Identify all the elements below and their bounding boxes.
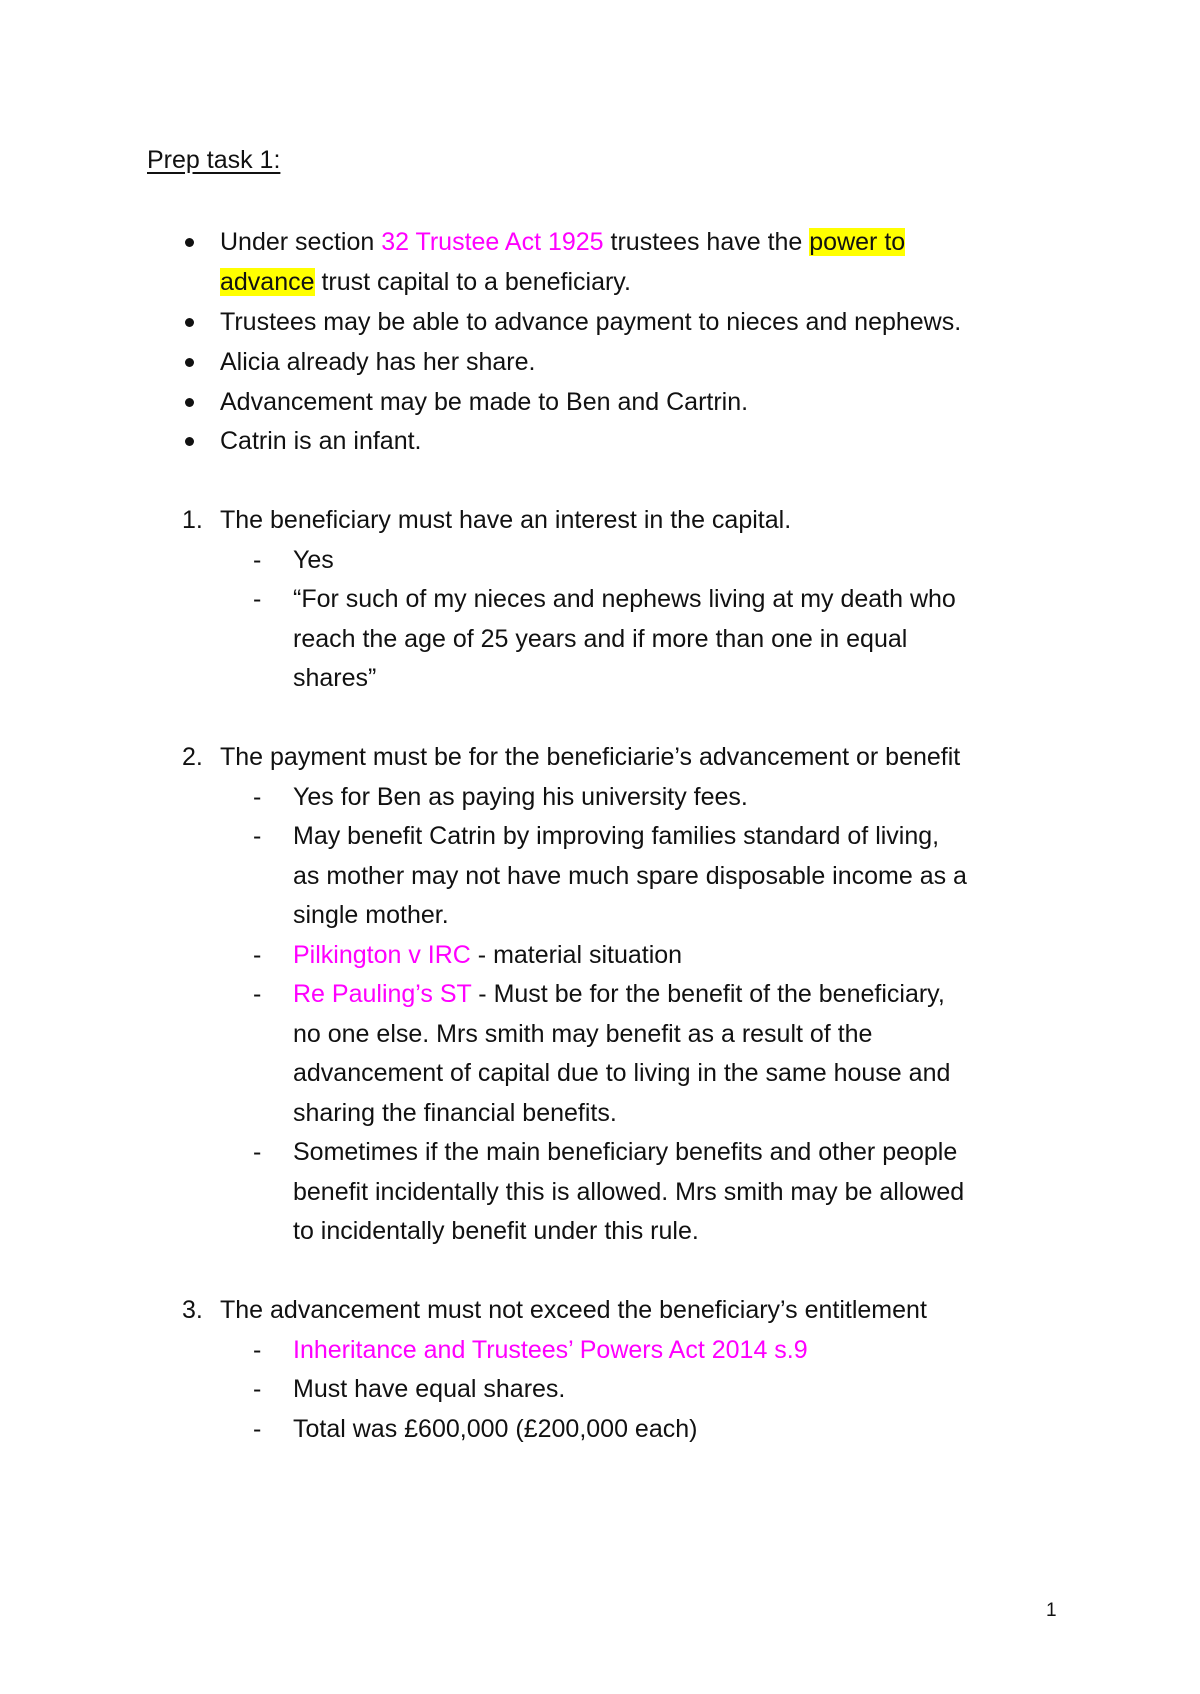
sub-item	[293, 974, 945, 1014]
sub-item-cont: benefit incidentally this is allowed. Mrs smith may be allowed	[293, 1178, 965, 1206]
sub-item	[293, 935, 682, 975]
sub-item-cont: as mother may not have much spare disposable income as a	[293, 862, 967, 890]
dash-marker: -	[253, 1375, 262, 1403]
case-reference: Pilkington v IRC	[293, 941, 471, 969]
sub-item-cont: to incidentally benefit under this rule.	[293, 1217, 699, 1245]
point-heading: The beneficiary must have an interest in the capital.	[220, 506, 792, 534]
dash-marker: -	[253, 1138, 262, 1166]
dash-marker: -	[253, 980, 262, 1008]
sub-item: Yes for Ben as paying his university fees.	[293, 783, 748, 811]
dash-marker: -	[253, 546, 262, 574]
bullet-icon	[185, 437, 194, 446]
sub-item-text: - Must be for the benefit of the beneficiary,	[471, 980, 945, 1008]
page-title: Prep task 1:	[147, 146, 281, 174]
bullet-text: trustees have the	[603, 228, 810, 256]
list-number: 1.	[182, 506, 203, 534]
sub-item-cont: no one else. Mrs smith may benefit as a result of the	[293, 1020, 873, 1048]
point-heading: The advancement must not exceed the beneficiary’s entitlement	[220, 1296, 927, 1324]
dash-marker: -	[253, 585, 262, 613]
sub-item: Total was £600,000 (£200,000 each)	[293, 1415, 698, 1443]
sub-item-cont: sharing the financial benefits.	[293, 1099, 617, 1127]
dash-marker: -	[253, 822, 262, 850]
case-reference: Re Pauling’s ST	[293, 980, 472, 1008]
statute-reference: 32 Trustee Act 1925	[381, 228, 604, 256]
bullet-icon	[185, 318, 194, 327]
sub-item-cont: reach the age of 25 years and if more than one in equal	[293, 625, 908, 653]
sub-item: “For such of my nieces and nephews living at my death who	[293, 585, 956, 613]
list-number: 2.	[182, 743, 203, 771]
list-number: 3.	[182, 1296, 203, 1324]
sub-item: Must have equal shares.	[293, 1375, 566, 1403]
sub-item: May benefit Catrin by improving families standard of living,	[293, 822, 940, 850]
sub-item-cont: single mother.	[293, 901, 449, 929]
page-number: 1	[1046, 1600, 1057, 1621]
bullet-icon	[185, 358, 194, 367]
sub-item: Sometimes if the main beneficiary benefits and other people	[293, 1138, 958, 1166]
sub-item-text: - material situation	[470, 941, 683, 969]
bullet-item-4: Advancement may be made to Ben and Cartrin.	[220, 388, 749, 416]
sub-item: Yes	[293, 546, 334, 574]
dash-marker: -	[253, 1336, 262, 1364]
highlighted-text: advance	[220, 268, 315, 296]
bullet-item-2: Trustees may be able to advance payment to nieces and nephews.	[220, 308, 962, 336]
dash-marker: -	[253, 1415, 262, 1443]
bullet-icon	[185, 238, 194, 247]
dash-marker: -	[253, 941, 262, 969]
bullet-item-1	[220, 222, 905, 262]
highlighted-text: power to	[809, 228, 906, 256]
dash-marker: -	[253, 783, 262, 811]
sub-item-cont: shares”	[293, 664, 377, 692]
bullet-item-3: Alicia already has her share.	[220, 348, 536, 376]
bullet-item-1-cont	[220, 262, 631, 302]
bullet-item-5: Catrin is an infant.	[220, 427, 422, 455]
statute-reference: Inheritance and Trustees’ Powers Act 2014 s.9	[293, 1336, 808, 1364]
bullet-icon	[185, 398, 194, 407]
bullet-text: Under section	[220, 228, 382, 256]
bullet-text: trust capital to a beneficiary.	[314, 268, 631, 296]
point-heading: The payment must be for the beneficiarie’s advancement or benefit	[220, 743, 961, 771]
sub-item-cont: advancement of capital due to living in the same house and	[293, 1059, 951, 1087]
